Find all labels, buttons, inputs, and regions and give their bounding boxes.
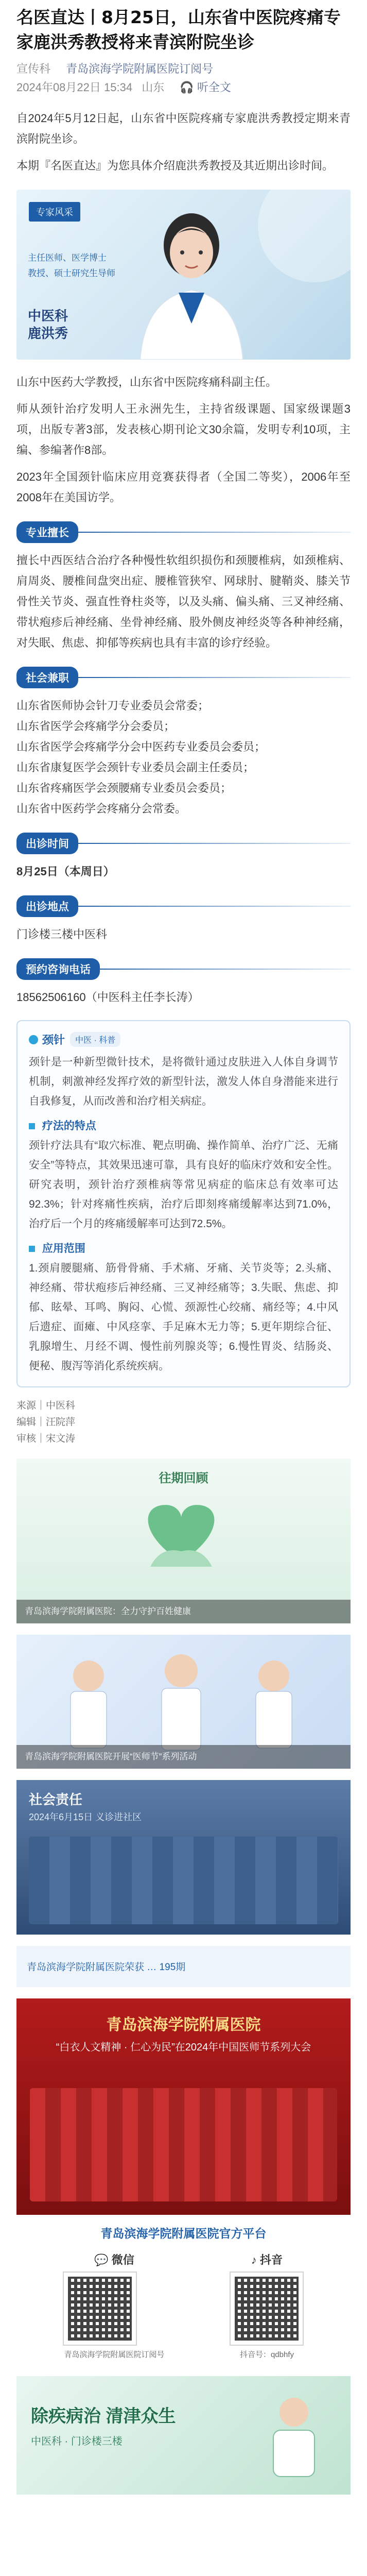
medical-staff-illustration (27, 1640, 336, 1753)
knowledge-intro: 颈针是一种新型微针技术，是将微针通过皮肤进入人体自身调节机制，刺激神经发挥疗效的新型针法，激发人体自身潜能来进行自我修复，从而改善和治疗相关病症。 (29, 1056, 338, 1107)
specialty-text: 擅长中西医结合治疗各种慢性软组织损伤和颈腰椎病，如颈椎病、肩周炎、腰椎间盘突出症、腰椎管狭窄、网球肘、腱鞘炎、膝关节骨性关节炎、强直性脊柱炎等，以及头痛、偏头痛、三叉神经痛、带状疱疹后神经痛、坐骨神经痛、股外侧皮神经炎等各种神经痛，对失眠、焦虑、抑郁等疾病也具有丰富的诊疗经验。 (16, 554, 351, 649)
section-appointment (16, 958, 351, 980)
appointment-phone[interactable]: 18562506160（中医科主任李长涛） (16, 991, 199, 1004)
schedule-place: 门诊楼三楼中医科 (16, 928, 108, 941)
banner-4-caption: 青岛滨海学院附属医院荣获 … 195期 (27, 1962, 186, 1973)
banner-3-sub: 2024年6月15日 义诊进社区 (29, 1812, 142, 1822)
promo-banner-2[interactable] (16, 1635, 351, 1769)
knowledge-sub-2 (29, 1240, 338, 1256)
position-item: 山东省疼痛医学会颈腰痛专业委员会委员； (16, 782, 232, 794)
hero-tag: 专家风采 (29, 202, 80, 222)
wechat-qr-block[interactable] (64, 2251, 164, 2360)
bullet-icon (29, 1035, 38, 1044)
platform-qr-row (0, 2246, 367, 2365)
knowledge-sub-1 (29, 1117, 338, 1133)
knowledge-sub-1-title: 疗法的特点 (42, 1120, 96, 1132)
section-title-time: 出诊时间 (16, 833, 78, 854)
banner-1-caption: 青岛滨海学院附属医院：全力守护百姓健康 (16, 1600, 351, 1623)
stage-photo (30, 2088, 337, 2201)
headphone-icon: 🎧 (180, 81, 194, 94)
credit-review: 审核｜宋文涛 (16, 1433, 76, 1444)
doctor-figure-icon (258, 2392, 330, 2479)
knowledge-sub-2-title: 应用范围 (42, 1243, 85, 1255)
square-bullet-icon (29, 1123, 35, 1129)
position-item: 山东省医师协会针刀专业委员会常委； (16, 699, 209, 712)
banner-2-caption: 青岛滨海学院附属医院开展“医师节”系列活动 (16, 1745, 351, 1769)
square-bullet-icon (29, 1246, 35, 1252)
positions-list (0, 696, 367, 819)
promo-banner-4[interactable] (16, 1946, 351, 1987)
doctor-portrait (125, 205, 258, 360)
decor-circle (258, 190, 351, 282)
credit-source: 来源｜中医科 (16, 1400, 76, 1411)
douyin-sub: 抖音号：qdbhfy (239, 2350, 294, 2359)
doctor-title-1: 主任医师、医学博士 (28, 253, 107, 263)
wechat-text: 微信 (111, 2253, 134, 2266)
account-link[interactable]: 青岛滨海学院附属医院订阅号 (66, 62, 214, 75)
doctor-department: 中医科 (28, 308, 68, 324)
douyin-label (231, 2251, 303, 2267)
doctor-titles (28, 250, 115, 281)
doctor-dept-name (28, 307, 68, 342)
credits (0, 1398, 367, 1447)
section-place (16, 895, 351, 917)
doctor-title-2: 教授、硕士研究生导师 (28, 268, 115, 278)
knowledge-paragraph-1: 颈针疗法具有“取穴标准、靶点明确、操作简单、治疗广泛、无痛安全”等特点，其效果迅速可靠，具有良好的临床疗效和安全性。研究表明，颈针治疗颈椎病等常见病症的临床总有效率可达92.3%；针对疼痛性疾病，治疗后即刻疼痛缓解率达到71.0%，治疗后一个月的疼痛缓解率可达到72.5%。 (29, 1140, 338, 1230)
credit-edit: 编辑｜汪院萍 (16, 1417, 76, 1428)
schedule-date: 8月25日（本周日） (16, 865, 115, 878)
wechat-sub: 青岛滨海学院附属医院订阅号 (64, 2350, 165, 2359)
bio-paragraph-2: 师从颈针治疗发明人王永洲先生，主持省级课题、国家级课题3项，出版专著3部，发表核心期刊论文30余篇，发明专利10项，主编、参编著作8部。 (16, 402, 351, 456)
banner-5-title: 青岛滨海学院附属医院 (106, 2016, 261, 2033)
platform-title: 青岛滨海学院附属医院官方平台 (100, 2227, 267, 2240)
wechat-label (64, 2251, 164, 2267)
knowledge-header (29, 1031, 338, 1047)
intro-paragraph-1: 自2024年5月12日起，山东省中医院疼痛专家鹿洪秀教授定期来青滨附院坐诊。 (16, 112, 351, 145)
section-title-place: 出诊地点 (16, 895, 78, 917)
location: 山东 (142, 81, 165, 94)
divider-line (100, 969, 351, 970)
promo-banner-1[interactable] (16, 1459, 351, 1623)
position-item: 山东省医学会疼痛学分会委员； (16, 720, 176, 733)
knowledge-paragraph-2: 1.颈肩腰腿痛、筋骨骨痛、手术痛、牙痛、关节炎等；2.头痛、神经痛、带状疱疹后神经痛、三叉神经痛等；3.失眠、焦虑、抑郁、眩晕、耳鸣、胸闷、心慌、颈源性心绞痛、痛经等；4.中风后遗症、面瘫、中风痉挛、手足麻木无力等；5.更年期综合征、乳腺增生、月经不调、慢性前列腺炎等；6.慢性胃炎、结肠炎、便秘、腹泻等消化系统疾病。 (29, 1262, 338, 1372)
divider-line (78, 677, 351, 678)
wechat-icon: 💬 (94, 2253, 109, 2266)
douyin-icon: ♪ (251, 2253, 257, 2266)
bio-paragraph-1: 山东中医药大学教授，山东省中医院疼痛科副主任。 (16, 376, 277, 388)
editor-label: 宣传科 (16, 62, 51, 75)
ad-line-2: 中医科 · 门诊楼三楼 (31, 2436, 123, 2447)
banner-5-sub: “白衣人文精神 · 仁心为民”在2024年中国医师节系列大会 (56, 2042, 311, 2053)
knowledge-name: 颈针 (42, 1033, 65, 1046)
divider-line (78, 532, 351, 533)
article-title: 名医直达丨8月25日，山东省中医院疼痛专家鹿洪秀教授将来青滨附院坐诊 (16, 7, 341, 52)
bottom-ad-banner[interactable] (16, 2376, 351, 2495)
intro-paragraph-2: 本期『名医直达』为您具体介绍鹿洪秀教授及其近期出诊时间。 (16, 159, 334, 172)
doctor-hero-card (16, 190, 351, 360)
divider-line (78, 906, 351, 907)
position-item: 山东省康复医学会颈针专业委员会副主任委员； (16, 761, 255, 774)
section-title-positions: 社会兼职 (16, 667, 78, 688)
knowledge-card (16, 1020, 351, 1387)
promo-banner-3[interactable] (16, 1780, 351, 1935)
ad-line-1: 除疾病治 清津众生 (31, 2406, 176, 2426)
bio-paragraph-3: 2023年全国颈针临床应用竞赛获得者（全国二等奖），2006年至2008年在美国访学。 (16, 470, 351, 504)
doctor-name: 鹿洪秀 (28, 326, 68, 341)
listen-label: 听全文 (197, 81, 231, 94)
listen-button[interactable] (180, 81, 231, 94)
section-time (16, 833, 351, 854)
banner-3-title: 社会责任 (29, 1792, 83, 1807)
wechat-qr-code (64, 2273, 136, 2345)
crowd-photo (29, 1837, 338, 1924)
publish-datetime: 2024年08月22日 15:34 (16, 81, 133, 94)
section-specialty (16, 521, 351, 543)
banner-1-title: 往期回顾 (159, 1471, 208, 1485)
douyin-qr-code (231, 2273, 303, 2345)
section-positions (16, 667, 351, 688)
position-item: 山东省中医药学会疼痛分会常委。 (16, 802, 187, 815)
douyin-qr-block[interactable] (231, 2251, 303, 2360)
knowledge-category: 中医 · 科普 (70, 1032, 120, 1047)
divider-line (78, 843, 351, 844)
section-title-specialty: 专业擅长 (16, 521, 78, 543)
promo-banner-5[interactable] (16, 1998, 351, 2215)
section-title-appointment: 预约咨询电话 (16, 958, 100, 980)
douyin-text: 抖音 (260, 2253, 283, 2266)
position-item: 山东省医学会疼痛学分会中医药专业委员会委员； (16, 740, 266, 753)
heart-hands-icon (130, 1489, 233, 1572)
article-meta (0, 55, 367, 97)
